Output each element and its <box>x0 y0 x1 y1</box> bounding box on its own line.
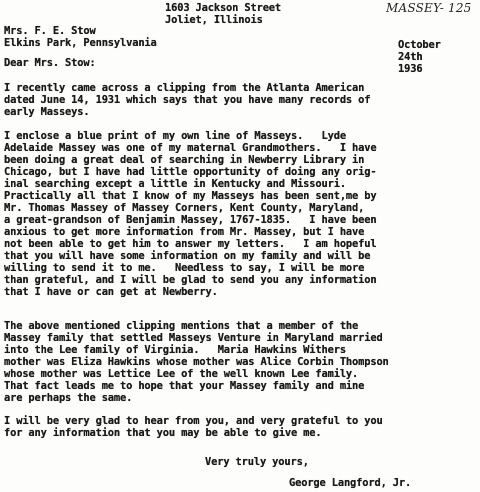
paragraph-2-line: I enclose a blue print of my own line of Masseys. Lyde <box>4 130 346 142</box>
paragraph-1-line: early Masseys. <box>4 106 90 118</box>
paragraph-3-line: into the Lee family of Virginia. Maria Hawkins Withers <box>4 344 346 356</box>
paragraph-2-line: than grateful, and I will be glad to send you any information <box>4 274 377 286</box>
sender-city: Joliet, Illinois <box>165 14 263 26</box>
paragraph-2-line: Practically all that I know of my Masseys has been sent,me by <box>4 190 377 202</box>
paragraph-2-line: that you will have some information on my family and will be <box>4 250 371 262</box>
paragraph-4-line: for any information that you may be able to give me. <box>4 427 322 439</box>
paragraph-2-line: not been able to get him to answer my letters. I am hopeful <box>4 238 377 250</box>
recipient-place: Elkins Park, Pennsylvania <box>4 37 157 49</box>
paragraph-2-line: a great-grandson of Benjamin Massey, 1767-1835. I have been <box>4 214 377 226</box>
paragraph-3-line: are perhaps the same. <box>4 392 133 404</box>
paragraph-2-line: that I have or can get at Newberry. <box>4 286 218 298</box>
signature: George Langford, Jr. <box>289 477 412 489</box>
paragraph-4-line: I will be very glad to hear from you, and very grateful to you <box>4 415 383 427</box>
closing: Very truly yours, <box>205 456 309 468</box>
sender-street: 1603 Jackson Street <box>165 2 282 14</box>
paragraph-2-line: inal searching except a little in Kentucky and Missouri. <box>4 178 346 190</box>
date-month: October <box>398 39 441 51</box>
paragraph-1-line: I recently came across a clipping from the Atlanta American <box>4 82 365 94</box>
paragraph-2-line: Mr. Thomas Massey of Massey Corners, Kent County, Maryland, <box>4 202 365 214</box>
date-day: 24th <box>398 51 423 63</box>
paragraph-2-line: willing to send it to me. Needless to say, I will be more <box>4 262 365 274</box>
paragraph-3-line: whose mother was Lettice Lee of the well known Lee family. <box>4 368 359 380</box>
paragraph-3-line: The above mentioned clipping mentions that a member of the <box>4 320 359 332</box>
paragraph-1-line: dated June 14, 1931 which says that you have many records of <box>4 94 371 106</box>
paragraph-3-line: mother was Eliza Hawkins whose mother was Alice Corbin Thompson <box>4 356 389 368</box>
paragraph-2-line: anxious to get more information from Mr. Massey, but I have <box>4 226 365 238</box>
paragraph-3-line: That fact leads me to hope that your Massey family and mine <box>4 380 365 392</box>
paragraph-2-line: Chicago, but I have had little opportunity of doing any orig- <box>4 166 377 178</box>
paragraph-3-line: Massey family that settled Masseys Venture in Maryland married <box>4 332 383 344</box>
salutation: Dear Mrs. Stow: <box>4 57 96 69</box>
date-year: 1936 <box>398 63 423 75</box>
recipient-name: Mrs. F. E. Stow <box>4 25 96 37</box>
archive-annotation: MASSEY- 125 <box>386 1 472 15</box>
paragraph-2-line: Adelaide Massey was one of my maternal Grandmothers. I have <box>4 142 377 154</box>
paragraph-2-line: been doing a great deal of searching in Newberry Library in <box>4 154 365 166</box>
